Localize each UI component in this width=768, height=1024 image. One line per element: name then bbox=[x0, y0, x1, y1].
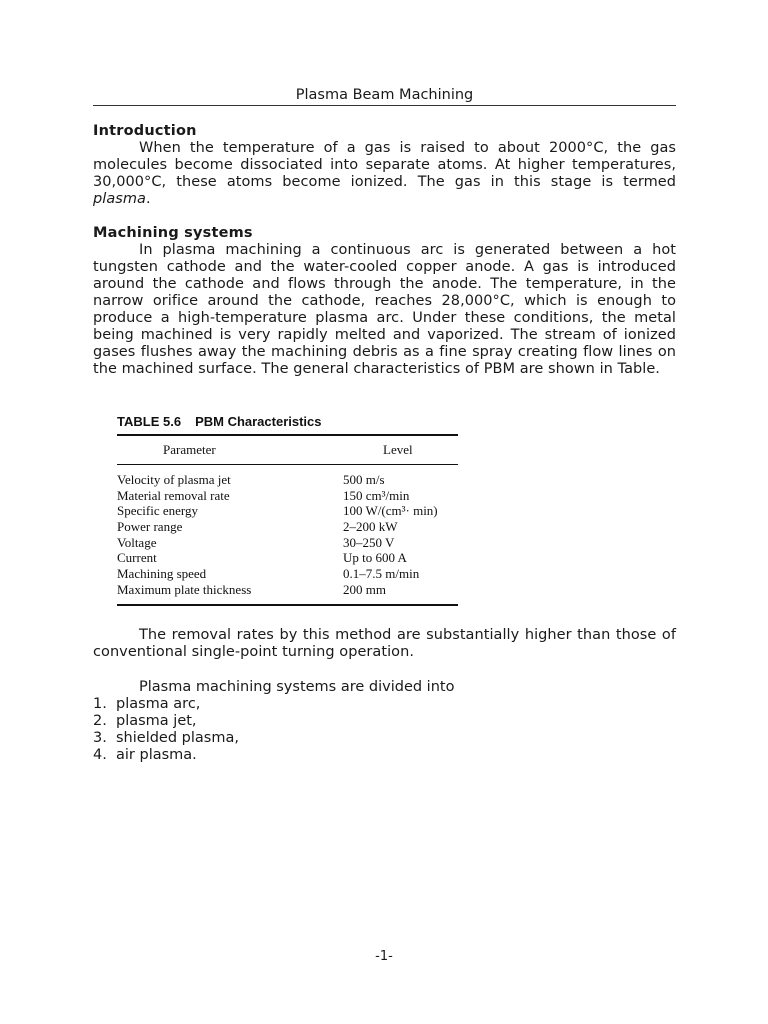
table-cell-parameter: Power range bbox=[117, 519, 183, 535]
table-cell-level: 500 m/s bbox=[343, 472, 385, 487]
table-cell-parameter: Maximum plate thickness bbox=[117, 581, 252, 597]
table-cell-level: 30–250 V bbox=[343, 534, 395, 550]
table-caption-text: PBM Characteristics bbox=[195, 414, 322, 429]
table-cell-level: 2–200 kW bbox=[343, 519, 398, 535]
table-cell-parameter: Machining speed bbox=[117, 566, 207, 582]
list-item bbox=[93, 747, 676, 764]
table-body bbox=[117, 465, 458, 604]
introduction-heading: Introduction bbox=[93, 123, 197, 139]
list-item-number: 3. bbox=[93, 730, 107, 746]
table-cell-parameter: Velocity of plasma jet bbox=[117, 472, 231, 487]
table-cell-parameter: Voltage bbox=[117, 534, 157, 550]
title-underline bbox=[93, 105, 676, 106]
list-item-number: 4. bbox=[93, 747, 107, 763]
introduction-paragraph bbox=[93, 140, 676, 208]
page-number: -1- bbox=[375, 949, 393, 964]
table-row bbox=[117, 582, 458, 598]
table-row bbox=[117, 503, 458, 519]
table-cell-level: Up to 600 A bbox=[343, 550, 407, 566]
table-row bbox=[117, 535, 458, 551]
list-item-label: plasma arc, bbox=[116, 696, 201, 712]
table-bottom-rule bbox=[117, 604, 458, 606]
removal-rates-section bbox=[93, 627, 676, 661]
pbm-characteristics-table bbox=[117, 413, 458, 606]
list-item bbox=[93, 730, 676, 747]
page-title: Plasma Beam Machining bbox=[295, 87, 474, 103]
list-item bbox=[93, 696, 676, 713]
introduction-section bbox=[93, 123, 676, 208]
table-row bbox=[117, 566, 458, 582]
list-item-number: 2. bbox=[93, 713, 107, 729]
table-cell-parameter: Material removal rate bbox=[117, 487, 230, 503]
table-row bbox=[117, 488, 458, 504]
header-level: Level bbox=[383, 442, 413, 457]
table-cell-level: 200 mm bbox=[343, 581, 386, 597]
table-caption bbox=[117, 413, 458, 430]
systems-list-section bbox=[93, 679, 676, 764]
machining-systems-section bbox=[93, 225, 676, 378]
list-item bbox=[93, 713, 676, 730]
table-row bbox=[117, 472, 458, 488]
table-row bbox=[117, 550, 458, 566]
table-cell-parameter: Specific energy bbox=[117, 503, 198, 519]
introduction-text-end: . bbox=[145, 191, 151, 207]
list-item-label: air plasma. bbox=[116, 747, 197, 763]
list-item-label: plasma jet, bbox=[116, 713, 197, 729]
table-cell-level: 0.1–7.5 m/min bbox=[343, 566, 420, 582]
table-row bbox=[117, 519, 458, 535]
machining-systems-heading: Machining systems bbox=[93, 225, 253, 241]
header-parameter: Parameter bbox=[163, 442, 216, 457]
list-item-number: 1. bbox=[93, 696, 107, 712]
systems-list-intro: Plasma machining systems are divided into bbox=[139, 679, 455, 695]
table-number: TABLE 5.6 bbox=[117, 414, 182, 429]
table-header-row bbox=[117, 436, 458, 464]
table-cell-level: 100 W/(cm³· min) bbox=[343, 503, 438, 519]
removal-rates-paragraph: The removal rates by this method are substantially higher than those of conventional single-point turning operation. bbox=[93, 627, 676, 660]
list-item-label: shielded plasma, bbox=[116, 730, 239, 746]
table-cell-parameter: Current bbox=[117, 550, 157, 566]
plasma-systems-list bbox=[93, 696, 676, 764]
table-cell-level: 150 cm³/min bbox=[343, 487, 410, 503]
plasma-term: plasma bbox=[93, 191, 146, 207]
machining-systems-paragraph: In plasma machining a continuous arc is generated between a hot tungsten cathode and the water-cooled copper anode. A gas is introduced around the cathode and flows through the anode. The temperature, in the narrow orifice around the cathode, reaches 28,000°C, which is enough to produce a high-temperature plasma arc. Under these conditions, the metal being machined is very rapidly melted and vaporized. The stream of ionized gases flushes away the machining debris as a fine spray creating flow lines on the machined surface. The general characteristics of PBM are shown in Table. bbox=[93, 242, 676, 377]
introduction-text: When the temperature of a gas is raised to about 2000°C, the gas molecules become dissociated into separate atoms. At higher temperatures, 30,000°C, these atoms become ionized. The gas in this stage is termed bbox=[93, 140, 676, 190]
